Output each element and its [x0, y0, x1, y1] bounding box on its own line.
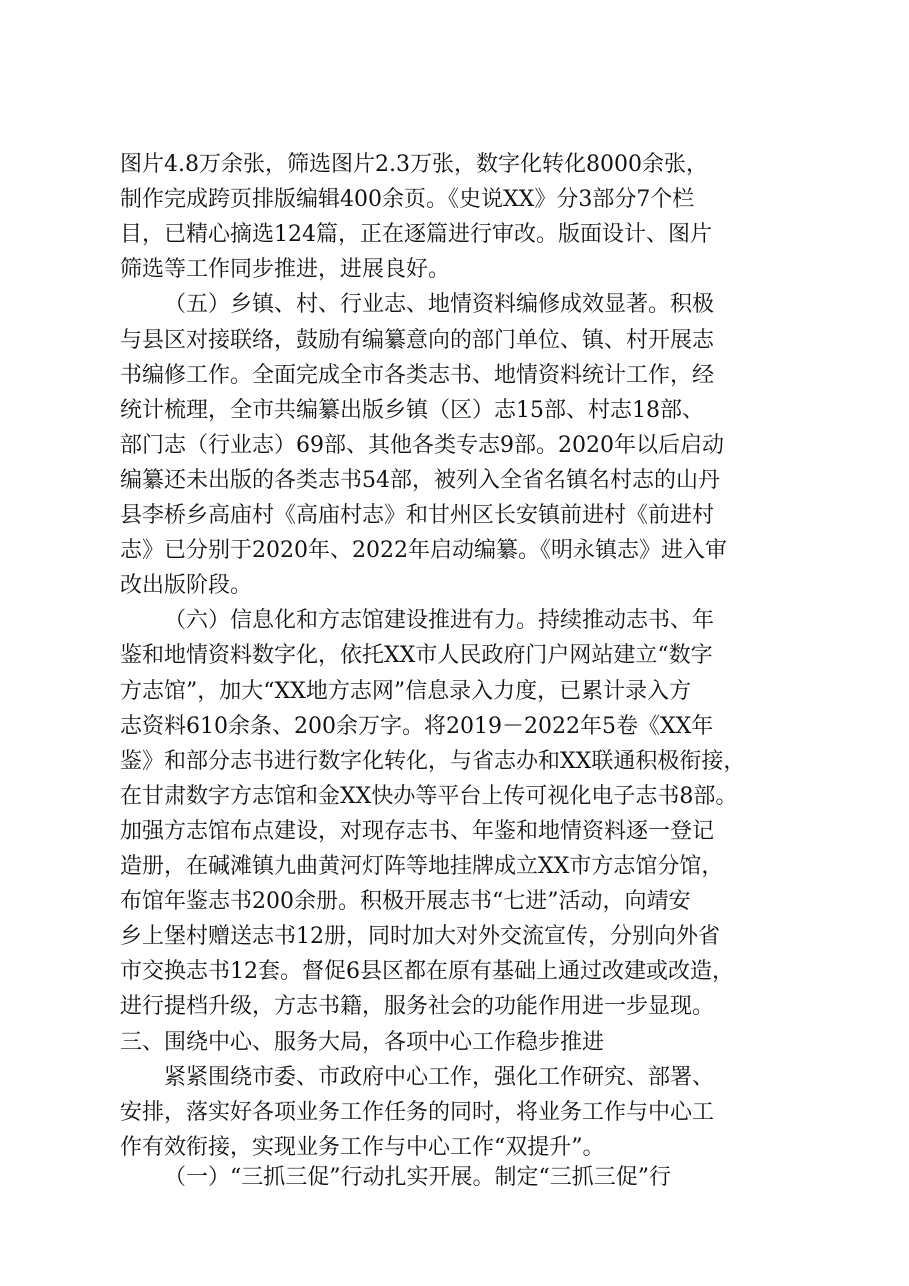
text-line-3: 目，已精心摘选124篇，正在逐篇进行审改。版面设计、图片 [120, 222, 712, 248]
text-line-24: 市交换志书12套。督促6县区都在原有基础上通过改建或改造， [120, 959, 734, 985]
text-line-6: 与县区对接联络，鼓励有编纂意向的部门单位、镇、村开展志 [120, 327, 715, 353]
text-line-4: 筛选等工作同步推进，进展良好。 [120, 257, 451, 283]
text-line-14: （六）信息化和方志馆建设推进有力。持续推动志书、年 [164, 608, 715, 634]
text-line-18: 鉴》和部分志书进行数字化转化，与省志办和XX联通积极衔接， [120, 748, 746, 774]
text-line-20: 加强方志馆布点建设，对现存志书、年鉴和地情资料逐一登记 [120, 818, 715, 844]
text-line-7: 书编修工作。全面完成全市各类志书、地情资料统计工作，经 [120, 362, 715, 388]
text-line-27: 紧紧围绕市委、市政府中心工作，强化工作研究、部署、 [164, 1064, 715, 1090]
text-line-22: 布馆年鉴志书200余册。积极开展志书“七进”活动，向靖安 [120, 889, 691, 915]
text-line-16: 方志馆”，加大“XX地方志网”信息录入力度，已累计录入方 [120, 678, 692, 704]
section-heading: 三、围绕中心、服务大局，各项中心工作稳步推进 [120, 1029, 605, 1055]
text-line-23: 乡上堡村赠送志书12册，同时加大对外交流宣传，分别向外省 [120, 924, 720, 950]
text-line-17: 志资料610余条、200余万字。将2019－2022年5卷《XX年 [120, 713, 714, 739]
text-line-10: 编纂还未出版的各类志书54部，被列入全省名镇名村志的山丹 [120, 467, 720, 493]
text-line-8: 统计梳理，全市共编纂出版乡镇（区）志15部、村志18部、 [120, 397, 704, 423]
text-line-11: 县李桥乡高庙村《高庙村志》和甘州区长安镇前进村《前进村 [120, 503, 715, 528]
text-line-25: 进行提档升级，方志书籍，服务社会的功能作用进一步显现。 [120, 994, 715, 1020]
text-line-21: 造册，在碱滩镇九曲黄河灯阵等地挂牌成立XX市方志馆分馆， [120, 854, 724, 879]
text-line-12: 志》已分别于2020年、2022年启动编纂。《明永镇志》进入审 [120, 538, 727, 564]
text-line-1: 图片4.8万余张，筛选图片2.3万张，数字化转化8000余张， [120, 152, 708, 177]
text-line-30: （一）“三抓三促”行动扎实开展。制定“三抓三促”行 [164, 1165, 671, 1191]
text-line-13: 改出版阶段。 [120, 573, 253, 599]
text-line-19: 在甘肃数字方志馆和金XX快办等平台上传可视化电子志书8部。 [120, 783, 738, 809]
text-line-2: 制作完成跨页排版编辑400余页。《史说XX》分3部分7个栏 [120, 187, 695, 213]
text-line-29: 作有效衔接，实现业务工作与中心工作“双提升”。 [120, 1134, 605, 1160]
text-line-15: 鉴和地情资料数字化，依托XX市人民政府门户网站建立“数字 [120, 643, 713, 669]
text-line-9: 部门志（行业志）69部、其他各类专志9部。2020年以后启动 [120, 432, 724, 458]
text-line-5: （五）乡镇、村、行业志、地情资料编修成效显著。积极 [164, 292, 715, 318]
text-line-28: 安排，落实好各项业务工作任务的同时，将业务工作与中心工 [120, 1099, 715, 1125]
